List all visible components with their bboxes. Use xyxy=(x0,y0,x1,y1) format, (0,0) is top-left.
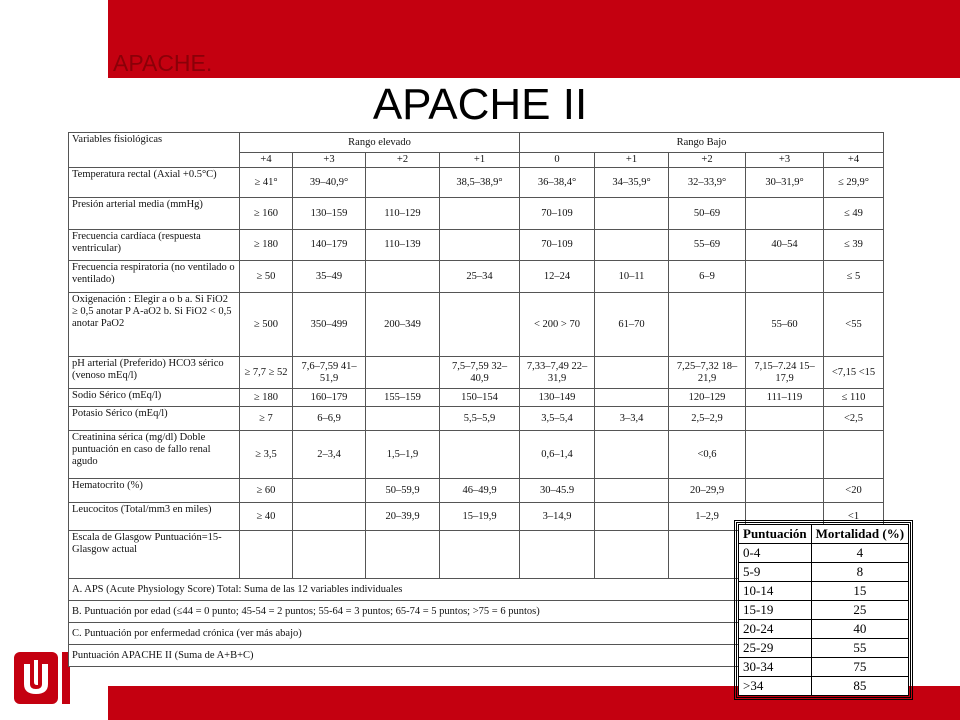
score-cell: 7,33–7,49 22–31,9 xyxy=(520,357,595,389)
score-range: 30-34 xyxy=(739,658,812,677)
score-cell xyxy=(669,531,746,579)
score-cell xyxy=(746,407,824,431)
score-cell: 6–9 xyxy=(669,261,746,293)
score-cell: 5,5–5,9 xyxy=(440,407,520,431)
score-cell: 0,6–1,4 xyxy=(520,431,595,479)
score-cell: 55–60 xyxy=(746,293,824,357)
score-cell: ≥ 160 xyxy=(240,198,293,230)
score-cell: 7,25–7,32 18–21,9 xyxy=(669,357,746,389)
score-range: 10-14 xyxy=(739,582,812,601)
score-cell xyxy=(366,407,440,431)
score-cell: 350–499 xyxy=(293,293,366,357)
score-range: 15-19 xyxy=(739,601,812,620)
score-range: 0-4 xyxy=(739,544,812,563)
summary-line: B. Puntuación por edad (≤44 = 0 punto; 45-54 = 2 puntos; 55-64 = 3 puntos; 65-74 = 5 puntos; >75 = 6 puntos) xyxy=(69,601,884,623)
header-col: +1 xyxy=(440,153,520,168)
score-cell: 7,5–7,59 32–40,9 xyxy=(440,357,520,389)
table-row xyxy=(69,357,884,389)
score-cell: ≤ 39 xyxy=(824,230,884,261)
score-cell: < 200 > 70 xyxy=(520,293,595,357)
score-cell: <2,5 xyxy=(824,407,884,431)
score-cell: 7,6–7,59 41–51,9 xyxy=(293,357,366,389)
score-cell: ≤ 29,9° xyxy=(824,168,884,198)
variable-label: Temperatura rectal (Axial +0.5°C) xyxy=(69,168,240,198)
score-cell: 160–179 xyxy=(293,389,366,407)
score-cell xyxy=(366,168,440,198)
score-cell xyxy=(293,503,366,531)
table-row xyxy=(69,479,884,503)
score-cell xyxy=(440,230,520,261)
score-cell: 7,15–7.24 15–17,9 xyxy=(746,357,824,389)
score-cell: 35–49 xyxy=(293,261,366,293)
score-range: 25-29 xyxy=(739,639,812,658)
score-cell: <20 xyxy=(824,479,884,503)
score-cell: ≥ 7,7 ≥ 52 xyxy=(240,357,293,389)
score-cell xyxy=(746,261,824,293)
mortality-percent: 8 xyxy=(811,563,908,582)
score-cell xyxy=(293,479,366,503)
score-cell: ≥ 41° xyxy=(240,168,293,198)
score-cell: 6–6,9 xyxy=(293,407,366,431)
mortality-row xyxy=(739,658,909,677)
score-cell: 110–139 xyxy=(366,230,440,261)
header-elevated-range: Rango elevado xyxy=(240,133,520,153)
header-variables: Variables fisiológicas xyxy=(69,133,240,168)
header-low-range: Rango Bajo xyxy=(520,133,884,153)
score-cell xyxy=(746,431,824,479)
slide-subtitle: APACHE. xyxy=(113,50,213,76)
score-cell: 200–349 xyxy=(366,293,440,357)
score-cell: 1–2,9 xyxy=(669,503,746,531)
score-cell: ≥ 500 xyxy=(240,293,293,357)
score-cell: ≥ 50 xyxy=(240,261,293,293)
score-cell xyxy=(366,531,440,579)
summary-line: C. Puntuación por enfermedad crónica (ver más abajo) xyxy=(69,623,884,645)
score-cell: 70–109 xyxy=(520,230,595,261)
score-cell: ≥ 3,5 xyxy=(240,431,293,479)
score-cell xyxy=(366,261,440,293)
header-col: +2 xyxy=(669,153,746,168)
score-cell: 40–54 xyxy=(746,230,824,261)
score-cell: <1 xyxy=(824,503,884,531)
score-cell: 30–31,9° xyxy=(746,168,824,198)
score-cell: 110–129 xyxy=(366,198,440,230)
score-cell: 55–69 xyxy=(669,230,746,261)
score-cell: 38,5–38,9° xyxy=(440,168,520,198)
score-cell: 12–24 xyxy=(520,261,595,293)
variable-label: Leucocitos (Total/mm3 en miles) xyxy=(69,503,240,531)
score-cell: 2,5–2,9 xyxy=(669,407,746,431)
score-cell xyxy=(595,230,669,261)
score-cell: <0,6 xyxy=(669,431,746,479)
mortality-percent: 4 xyxy=(811,544,908,563)
score-cell: ≥ 60 xyxy=(240,479,293,503)
mortality-header-score: Puntuación xyxy=(739,525,812,544)
score-cell xyxy=(440,293,520,357)
summary-line: A. APS (Acute Physiology Score) Total: Suma de las 12 variables individuales xyxy=(69,579,884,601)
mortality-row xyxy=(739,639,909,658)
mortality-table xyxy=(738,524,909,696)
score-cell: ≤ 110 xyxy=(824,389,884,407)
score-cell: ≥ 40 xyxy=(240,503,293,531)
score-cell xyxy=(595,431,669,479)
score-range: >34 xyxy=(739,677,812,696)
score-cell: ≥ 7 xyxy=(240,407,293,431)
table-row xyxy=(69,261,884,293)
mortality-row xyxy=(739,620,909,639)
mortality-row xyxy=(739,601,909,620)
score-cell: 25–34 xyxy=(440,261,520,293)
summary-line: Puntuación APACHE II (Suma de A+B+C) xyxy=(69,645,884,667)
score-cell: 3–3,4 xyxy=(595,407,669,431)
variable-label: Frecuencia cardíaca (respuesta ventricular) xyxy=(69,230,240,261)
variable-label: Frecuencia respiratoria (no ventilado o ventilado) xyxy=(69,261,240,293)
score-cell xyxy=(440,431,520,479)
score-cell xyxy=(595,479,669,503)
score-cell: 111–119 xyxy=(746,389,824,407)
score-cell: 2–3,4 xyxy=(293,431,366,479)
score-cell: 34–35,9° xyxy=(595,168,669,198)
mortality-row xyxy=(739,582,909,601)
score-cell: 70–109 xyxy=(520,198,595,230)
score-cell: 50–59,9 xyxy=(366,479,440,503)
mortality-row xyxy=(739,544,909,563)
score-cell: 1,5–1,9 xyxy=(366,431,440,479)
score-cell xyxy=(440,531,520,579)
mortality-percent: 55 xyxy=(811,639,908,658)
score-cell xyxy=(595,198,669,230)
header-col: +3 xyxy=(293,153,366,168)
score-cell: ≤ 5 xyxy=(824,261,884,293)
mortality-percent: 25 xyxy=(811,601,908,620)
mortality-percent: 15 xyxy=(811,582,908,601)
mortality-percent: 85 xyxy=(811,677,908,696)
header-col: 0 xyxy=(520,153,595,168)
score-cell: 140–179 xyxy=(293,230,366,261)
score-cell xyxy=(746,479,824,503)
variable-label: Potasio Sérico (mEq/l) xyxy=(69,407,240,431)
header-col: +2 xyxy=(366,153,440,168)
score-cell xyxy=(520,531,595,579)
score-cell: 3–14,9 xyxy=(520,503,595,531)
variable-label: Oxigenación : Elegir a o b a. Si FiO2 ≥ 0,5 anotar P A-aO2 b. Si FiO2 < 0,5 anotar PaO2 xyxy=(69,293,240,357)
table-row xyxy=(69,230,884,261)
score-cell: <55 xyxy=(824,293,884,357)
header-col: +3 xyxy=(746,153,824,168)
variable-label: Sodio Sérico (mEq/l) xyxy=(69,389,240,407)
score-cell: 46–49,9 xyxy=(440,479,520,503)
mortality-row xyxy=(739,677,909,696)
score-cell: 36–38,4° xyxy=(520,168,595,198)
slide-title: APACHE II xyxy=(372,80,588,129)
score-cell xyxy=(366,357,440,389)
score-range: 5-9 xyxy=(739,563,812,582)
score-cell: 150–154 xyxy=(440,389,520,407)
header-col: +4 xyxy=(240,153,293,168)
header-band xyxy=(108,0,960,78)
score-cell: ≥ 180 xyxy=(240,389,293,407)
score-cell xyxy=(595,389,669,407)
mortality-percent: 75 xyxy=(811,658,908,677)
table-row xyxy=(69,198,884,230)
table-row xyxy=(69,431,884,479)
score-cell: 30–45.9 xyxy=(520,479,595,503)
score-cell xyxy=(746,198,824,230)
score-cell: 130–149 xyxy=(520,389,595,407)
score-cell: <7,15 <15 xyxy=(824,357,884,389)
score-cell: 20–29,9 xyxy=(669,479,746,503)
score-cell xyxy=(595,531,669,579)
score-cell xyxy=(595,357,669,389)
mortality-header-percent: Mortalidad (%) xyxy=(811,525,908,544)
variable-label: Creatinina sérica (mg/dl) Doble puntuación en caso de fallo renal agudo xyxy=(69,431,240,479)
score-cell: 39–40,9° xyxy=(293,168,366,198)
variable-label: Escala de Glasgow Puntuación=15-Glasgow actual xyxy=(69,531,240,579)
score-cell: 130–159 xyxy=(293,198,366,230)
table-row xyxy=(69,293,884,357)
header-col: +4 xyxy=(824,153,884,168)
score-cell: 15–19,9 xyxy=(440,503,520,531)
score-cell xyxy=(240,531,293,579)
score-cell: 32–33,9° xyxy=(669,168,746,198)
score-cell: 120–129 xyxy=(669,389,746,407)
score-range: 20-24 xyxy=(739,620,812,639)
score-cell: 20–39,9 xyxy=(366,503,440,531)
score-cell xyxy=(669,293,746,357)
header-col: +1 xyxy=(595,153,669,168)
score-cell xyxy=(440,198,520,230)
score-cell: 155–159 xyxy=(366,389,440,407)
score-cell xyxy=(293,531,366,579)
score-cell xyxy=(595,503,669,531)
table-row xyxy=(69,407,884,431)
table-row xyxy=(69,168,884,198)
mortality-row xyxy=(739,563,909,582)
score-cell: 61–70 xyxy=(595,293,669,357)
score-cell: ≤ 49 xyxy=(824,198,884,230)
u-logo-icon xyxy=(14,652,70,704)
score-cell: ≥ 180 xyxy=(240,230,293,261)
table-row xyxy=(69,389,884,407)
variable-label: Hematocrito (%) xyxy=(69,479,240,503)
score-cell: 3,5–5,4 xyxy=(520,407,595,431)
score-cell: 10–11 xyxy=(595,261,669,293)
score-cell xyxy=(824,431,884,479)
score-cell: 50–69 xyxy=(669,198,746,230)
variable-label: pH arterial (Preferido) HCO3 sérico (venoso mEq/l) xyxy=(69,357,240,389)
variable-label: Presión arterial media (mmHg) xyxy=(69,198,240,230)
mortality-percent: 40 xyxy=(811,620,908,639)
